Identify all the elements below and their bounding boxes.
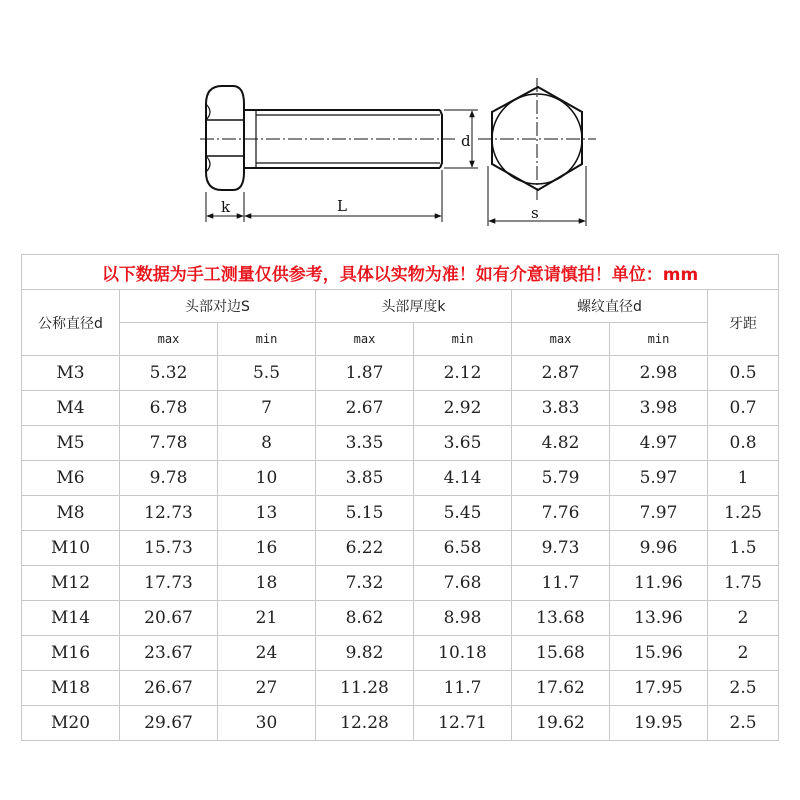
table-body: [22, 356, 779, 741]
size-cell: M16: [22, 636, 120, 671]
value-cell: 13.68: [512, 601, 610, 636]
label-L: L: [337, 197, 347, 215]
bolt-spec-table: [21, 254, 779, 741]
value-cell: 1: [708, 461, 779, 496]
size-cell: M12: [22, 566, 120, 601]
value-cell: 6.78: [120, 391, 218, 426]
value-cell: 7.78: [120, 426, 218, 461]
value-cell: 3.98: [610, 391, 708, 426]
header-head-thickness: 头部厚度k: [316, 290, 512, 323]
value-cell: 30: [218, 706, 316, 741]
value-cell: 29.67: [120, 706, 218, 741]
value-cell: 15.96: [610, 636, 708, 671]
value-cell: 16: [218, 531, 316, 566]
value-cell: 8.98: [414, 601, 512, 636]
value-cell: 5.32: [120, 356, 218, 391]
value-cell: 2.87: [512, 356, 610, 391]
size-cell: M18: [22, 671, 120, 706]
subheader-min: min: [610, 323, 708, 356]
value-cell: 19.95: [610, 706, 708, 741]
value-cell: 1.75: [708, 566, 779, 601]
table-title: 以下数据为手工测量仅供参考，具体以实物为准！如有介意请慎拍！单位：mm: [22, 255, 779, 290]
value-cell: 1.25: [708, 496, 779, 531]
value-cell: 0.8: [708, 426, 779, 461]
value-cell: 2: [708, 601, 779, 636]
header-pitch: 牙距: [708, 290, 779, 356]
value-cell: 17.62: [512, 671, 610, 706]
value-cell: 21: [218, 601, 316, 636]
size-cell: M10: [22, 531, 120, 566]
value-cell: 27: [218, 671, 316, 706]
value-cell: 8.62: [316, 601, 414, 636]
value-cell: 2.67: [316, 391, 414, 426]
value-cell: 20.67: [120, 601, 218, 636]
size-cell: M4: [22, 391, 120, 426]
size-cell: M3: [22, 356, 120, 391]
header-thread-diameter: 螺纹直径d: [512, 290, 708, 323]
value-cell: 5.97: [610, 461, 708, 496]
value-cell: 3.83: [512, 391, 610, 426]
value-cell: 13.96: [610, 601, 708, 636]
value-cell: 0.5: [708, 356, 779, 391]
table-row: [22, 671, 779, 706]
subheader-max: max: [512, 323, 610, 356]
value-cell: 4.14: [414, 461, 512, 496]
value-cell: 12.73: [120, 496, 218, 531]
value-cell: 7.76: [512, 496, 610, 531]
value-cell: 3.85: [316, 461, 414, 496]
label-s: s: [531, 204, 539, 222]
value-cell: 10.18: [414, 636, 512, 671]
value-cell: 26.67: [120, 671, 218, 706]
value-cell: 5.79: [512, 461, 610, 496]
value-cell: 18: [218, 566, 316, 601]
table-row: [22, 391, 779, 426]
value-cell: 1.5: [708, 531, 779, 566]
value-cell: 7.32: [316, 566, 414, 601]
label-d-side: d: [461, 132, 471, 150]
value-cell: 5.45: [414, 496, 512, 531]
table-row: [22, 636, 779, 671]
subheader-min: min: [414, 323, 512, 356]
value-cell: 11.7: [512, 566, 610, 601]
value-cell: 9.73: [512, 531, 610, 566]
table-row: [22, 566, 779, 601]
value-cell: 9.82: [316, 636, 414, 671]
size-cell: M6: [22, 461, 120, 496]
table-row: [22, 601, 779, 636]
table-row: [22, 706, 779, 741]
value-cell: 19.62: [512, 706, 610, 741]
value-cell: 6.22: [316, 531, 414, 566]
value-cell: 5.5: [218, 356, 316, 391]
value-cell: 9.96: [610, 531, 708, 566]
size-cell: M20: [22, 706, 120, 741]
subheader-max: max: [316, 323, 414, 356]
value-cell: 3.35: [316, 426, 414, 461]
header-nominal-diameter: 公称直径d: [22, 290, 120, 356]
value-cell: 12.71: [414, 706, 512, 741]
value-cell: 2: [708, 636, 779, 671]
value-cell: 4.82: [512, 426, 610, 461]
table-row: [22, 496, 779, 531]
value-cell: 7.68: [414, 566, 512, 601]
value-cell: 7: [218, 391, 316, 426]
value-cell: 9.78: [120, 461, 218, 496]
value-cell: 4.97: [610, 426, 708, 461]
value-cell: 7.97: [610, 496, 708, 531]
value-cell: 17.95: [610, 671, 708, 706]
value-cell: 13: [218, 496, 316, 531]
table-row: [22, 356, 779, 391]
size-cell: M8: [22, 496, 120, 531]
value-cell: 12.28: [316, 706, 414, 741]
value-cell: 10: [218, 461, 316, 496]
value-cell: 8: [218, 426, 316, 461]
value-cell: 2.12: [414, 356, 512, 391]
value-cell: 2.5: [708, 706, 779, 741]
table-row: [22, 531, 779, 566]
value-cell: 15.73: [120, 531, 218, 566]
value-cell: 15.68: [512, 636, 610, 671]
value-cell: 6.58: [414, 531, 512, 566]
value-cell: 5.15: [316, 496, 414, 531]
value-cell: 1.87: [316, 356, 414, 391]
value-cell: 0.7: [708, 391, 779, 426]
label-k: k: [221, 198, 231, 216]
value-cell: 2.92: [414, 391, 512, 426]
value-cell: 3.65: [414, 426, 512, 461]
value-cell: 11.7: [414, 671, 512, 706]
bolt-technical-drawing: [0, 0, 800, 250]
value-cell: 2.98: [610, 356, 708, 391]
subheader-max: max: [120, 323, 218, 356]
value-cell: 17.73: [120, 566, 218, 601]
value-cell: 24: [218, 636, 316, 671]
value-cell: 23.67: [120, 636, 218, 671]
table-row: [22, 461, 779, 496]
value-cell: 11.96: [610, 566, 708, 601]
value-cell: 11.28: [316, 671, 414, 706]
size-cell: M5: [22, 426, 120, 461]
table-row: [22, 426, 779, 461]
header-head-width: 头部对边S: [120, 290, 316, 323]
subheader-min: min: [218, 323, 316, 356]
size-cell: M14: [22, 601, 120, 636]
value-cell: 2.5: [708, 671, 779, 706]
